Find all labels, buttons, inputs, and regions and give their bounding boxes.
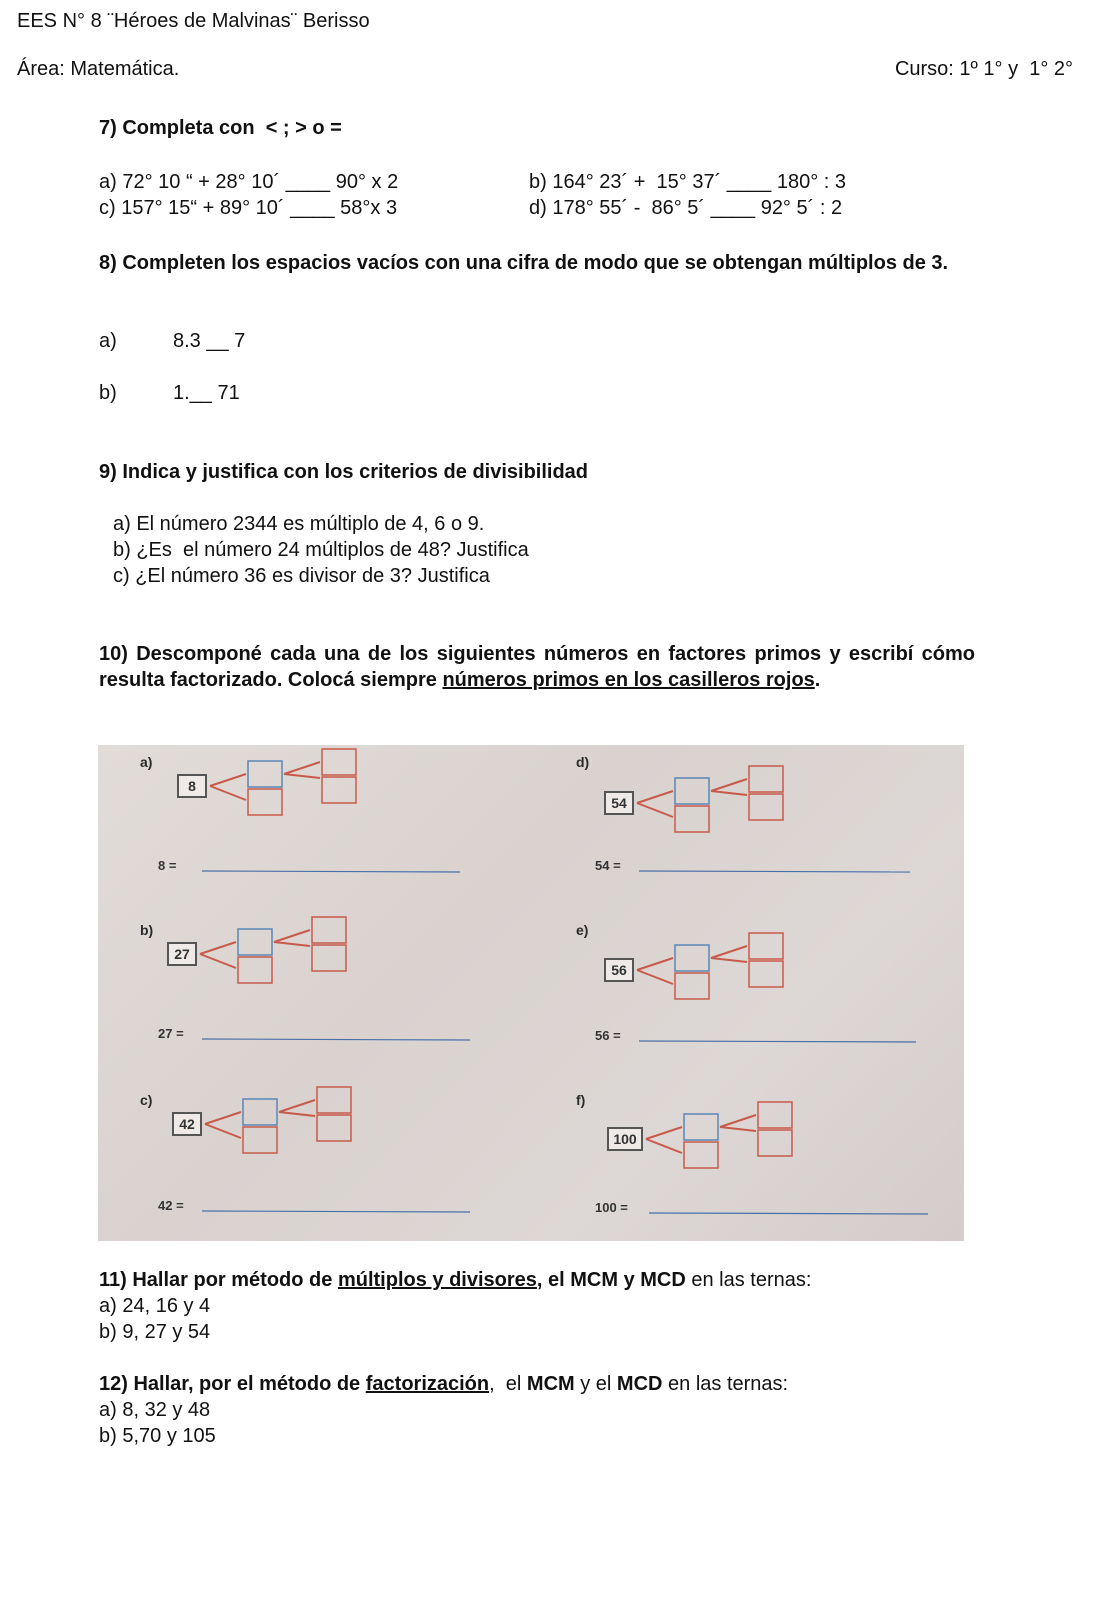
tree-prime-box: [749, 766, 783, 792]
q10-title: [99, 641, 975, 693]
q12-item-b: b) 5,70 y 105: [99, 1425, 216, 1447]
tree-arrow: [637, 970, 673, 984]
q8-title: 8) Completen los espacios vacíos con una cifra de modo que se obtengan múltiplos de 3.: [99, 252, 949, 274]
school-name: EES N° 8 ¨Héroes de Malvinas¨ Berisso: [17, 10, 370, 32]
tree-answer-label: 100 =: [595, 1200, 628, 1215]
tree-answer-label: 27 =: [158, 1026, 184, 1041]
q12-title-underlined: factorización: [365, 1373, 490, 1395]
tree-prime-box: [248, 789, 282, 815]
tree-arrow: [711, 958, 747, 962]
tree-arrow: [279, 1112, 315, 1116]
tree-letter: a): [140, 754, 153, 770]
answer-line[interactable]: [649, 1213, 928, 1214]
tree-letter: b): [140, 922, 154, 938]
q8-a-label: a): [99, 330, 117, 352]
tree-arrow: [646, 1127, 682, 1139]
q10-title-underlined: números primos en los casilleros rojos: [442, 669, 815, 691]
q9-title: 9) Indica y justifica con los criterios de divisibilidad: [99, 461, 589, 483]
tree-composite-box: [238, 929, 272, 955]
q9-item-c: c) ¿El número 36 es divisor de 3? Justifica: [113, 565, 490, 587]
answer-line[interactable]: [202, 1039, 470, 1040]
answer-line[interactable]: [639, 871, 910, 872]
tree-prime-box: [312, 945, 346, 971]
tree-arrow: [637, 791, 673, 803]
tree-prime-box: [758, 1130, 792, 1156]
tree-answer-label: 54 =: [595, 858, 621, 873]
q12-title-mcm: MCM: [526, 1373, 575, 1395]
tree-root-number: 42: [179, 1116, 195, 1132]
tree-arrow: [205, 1124, 241, 1138]
q12-title-end: en las ternas:: [662, 1373, 789, 1395]
tree-prime-box: [758, 1102, 792, 1128]
tree-prime-box: [238, 957, 272, 983]
tree-arrow: [646, 1139, 682, 1153]
q11-title-mid: , el MCM y MCD: [536, 1269, 686, 1291]
tree-arrow: [210, 774, 246, 786]
tree-root-number: 100: [613, 1131, 637, 1147]
q11-title-end: en las ternas:: [685, 1269, 812, 1291]
tree-arrow: [284, 774, 320, 778]
q11-item-a: a) 24, 16 y 4: [99, 1295, 211, 1317]
tree-arrow: [720, 1127, 756, 1131]
tree-prime-box: [675, 973, 709, 999]
tree-prime-box: [749, 961, 783, 987]
tree-arrow: [637, 958, 673, 970]
tree-prime-box: [749, 794, 783, 820]
tree-composite-box: [684, 1114, 718, 1140]
tree-arrow: [210, 786, 246, 800]
tree-composite-box: [675, 945, 709, 971]
tree-prime-box: [312, 917, 346, 943]
tree-arrow: [279, 1100, 315, 1112]
tree-prime-box: [322, 777, 356, 803]
course-label: Curso: 1º 1° y 1° 2°: [894, 58, 1073, 80]
tree-letter: f): [576, 1092, 586, 1108]
tree-answer-label: 8 =: [158, 858, 177, 873]
q11-title-start: 11) Hallar por método de: [99, 1269, 338, 1291]
tree-arrow: [205, 1112, 241, 1124]
answer-line[interactable]: [202, 871, 460, 872]
tree-composite-box: [243, 1099, 277, 1125]
tree-prime-box: [317, 1087, 351, 1113]
q12-title-start: 12) Hallar, por el método de: [99, 1373, 366, 1395]
tree-answer-label: 42 =: [158, 1198, 184, 1213]
q12-title-mcd: MCD: [616, 1373, 663, 1395]
tree-letter: e): [576, 922, 589, 938]
tree-root-number: 54: [611, 795, 627, 811]
q8-b-value: 1.__ 71: [173, 382, 240, 404]
q8-b-label: b): [99, 382, 117, 404]
tree-prime-box: [684, 1142, 718, 1168]
q9-item-b: b) ¿Es el número 24 múltiplos de 48? Justifica: [113, 539, 529, 561]
tree-root-number: 27: [174, 946, 190, 962]
tree-arrow: [711, 946, 747, 958]
tree-letter: c): [140, 1092, 153, 1108]
tree-arrow: [284, 762, 320, 774]
answer-line[interactable]: [202, 1211, 470, 1212]
tree-arrow: [274, 930, 310, 942]
tree-arrow: [711, 779, 747, 791]
q7-item-d: d) 178° 55´ - 86° 5´ ____ 92° 5´ : 2: [529, 197, 843, 219]
tree-prime-box: [749, 933, 783, 959]
tree-arrow: [711, 791, 747, 795]
tree-arrow: [720, 1115, 756, 1127]
q12-title-mid1: , el: [489, 1373, 527, 1395]
tree-arrow: [637, 803, 673, 817]
q12-title-mid2: y el: [574, 1373, 617, 1395]
q7-title: 7) Completa con < ; > o =: [99, 117, 342, 139]
q10-title-text: 10) Descomponé cada una de los siguientes números en factores primos y escribí cómo resulta factorizado. Colocá siempre: [99, 643, 975, 691]
answer-line[interactable]: [639, 1041, 916, 1042]
q7-item-a: a) 72° 10 “ + 28° 10´ ____ 90° x 2: [99, 171, 399, 193]
tree-prime-box: [322, 749, 356, 775]
tree-letter: d): [576, 754, 590, 770]
tree-answer-label: 56 =: [595, 1028, 621, 1043]
q12-item-a: a) 8, 32 y 48: [99, 1399, 211, 1421]
tree-composite-box: [675, 778, 709, 804]
q9-item-a: a) El número 2344 es múltiplo de 4, 6 o 9.: [113, 513, 485, 535]
tree-arrow: [274, 942, 310, 946]
q12-title: [99, 1373, 788, 1396]
tree-root-number: 56: [611, 962, 627, 978]
q11-item-b: b) 9, 27 y 54: [99, 1321, 211, 1343]
factor-tree-photo: [98, 745, 964, 1241]
tree-composite-box: [248, 761, 282, 787]
tree-prime-box: [675, 806, 709, 832]
tree-arrow: [200, 942, 236, 954]
tree-prime-box: [243, 1127, 277, 1153]
q11-title: [99, 1269, 811, 1292]
q10-title-end: .: [814, 669, 821, 691]
q8-a-value: 8.3 __ 7: [173, 330, 246, 352]
q7-item-c: c) 157° 15“ + 89° 10´ ____ 58°x 3: [99, 197, 398, 219]
q7-item-b: b) 164° 23´ + 15° 37´ ____ 180° : 3: [529, 171, 846, 193]
tree-prime-box: [317, 1115, 351, 1141]
tree-arrow: [200, 954, 236, 968]
tree-root-number: 8: [188, 778, 196, 794]
q11-title-underlined: múltiplos y divisores: [337, 1269, 537, 1291]
subject-area: Área: Matemática.: [17, 58, 180, 80]
factor-tree-drawing: [98, 745, 964, 1241]
